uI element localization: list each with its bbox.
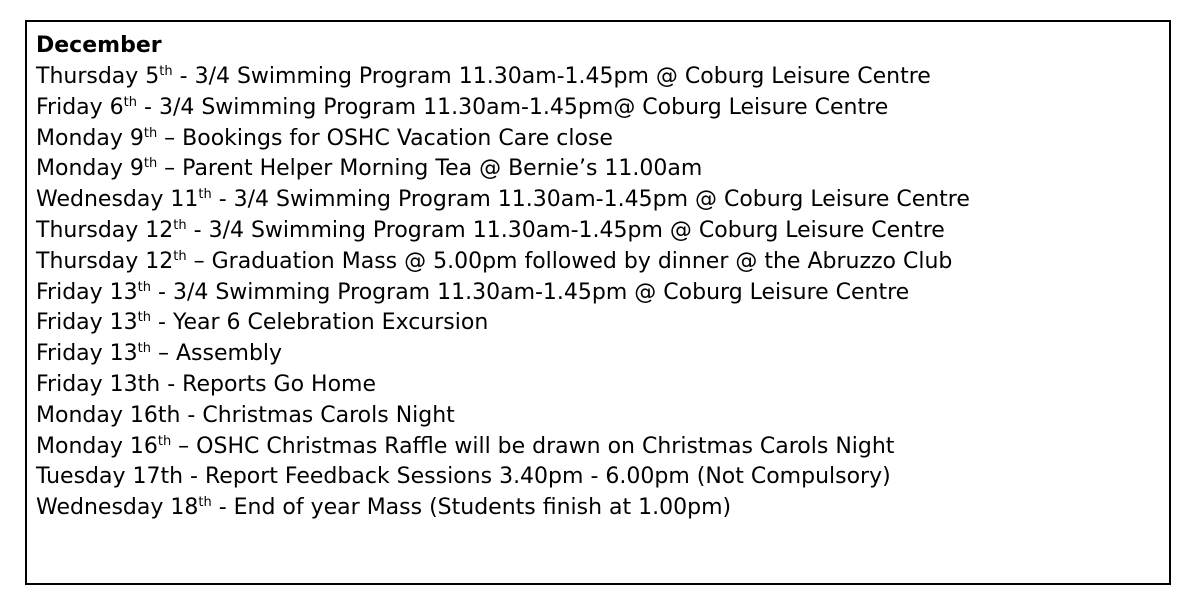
- event-day: Wednesday 11: [36, 187, 199, 213]
- ordinal-suffix: th: [198, 187, 212, 203]
- event-day: Friday 13: [36, 279, 138, 305]
- event-item: [36, 308, 970, 339]
- event-item: [36, 462, 970, 493]
- event-description: – Bookings for OSHC Vacation Care close: [157, 125, 613, 151]
- event-day: Monday 16: [36, 433, 158, 459]
- ordinal-suffix: th: [173, 248, 187, 264]
- event-item: [36, 93, 970, 124]
- event-description: - Report Feedback Sessions 3.40pm - 6.00pm (Not Compulsory): [183, 464, 891, 490]
- event-day: Monday 9: [36, 125, 144, 151]
- event-day: Friday 13th: [36, 371, 161, 397]
- event-day: Tuesday 17th: [36, 464, 184, 490]
- ordinal-suffix: th: [143, 125, 158, 141]
- event-item: [36, 62, 970, 93]
- event-description: - Year 6 Celebration Excursion: [151, 310, 489, 336]
- event-description: - 3/4 Swimming Program 11.30am-1.45pm @ Coburg Leisure Centre: [186, 217, 945, 243]
- event-item: [36, 185, 970, 216]
- event-item: [36, 216, 970, 247]
- event-description: – Parent Helper Morning Tea @ Bernie’s 11.00am: [157, 156, 703, 182]
- event-day: Monday 9: [36, 156, 144, 182]
- event-description: - Reports Go Home: [160, 371, 377, 397]
- month-heading: December: [36, 33, 162, 58]
- event-description: - 3/4 Swimming Program 11.30am-1.45pm @ Coburg Leisure Centre: [172, 64, 931, 89]
- ordinal-suffix: th: [123, 94, 138, 110]
- event-description: - 3/4 Swimming Program 11.30am-1.45pm@ Coburg Leisure Centre: [137, 94, 889, 120]
- calendar-box: [25, 20, 1171, 585]
- ordinal-suffix: th: [173, 217, 187, 233]
- event-item: [36, 278, 970, 309]
- event-description: – Graduation Mass @ 5.00pm followed by dinner @ the Abruzzo Club: [186, 248, 953, 274]
- event-description: - 3/4 Swimming Program 11.30am-1.45pm @ Coburg Leisure Centre: [151, 279, 910, 305]
- event-day: Friday 6: [36, 94, 124, 120]
- ordinal-suffix: th: [143, 156, 158, 172]
- event-description: – Assembly: [151, 341, 283, 367]
- event-day: Wednesday 18: [36, 495, 199, 521]
- event-description: – OSHC Christmas Raffle will be drawn on Christmas Carols Night: [171, 433, 895, 459]
- event-description: - End of year Mass (Students finish at 1.00pm): [211, 495, 732, 521]
- event-day: Thursday 12: [36, 217, 174, 243]
- event-list: [36, 62, 970, 524]
- event-item: [36, 247, 970, 278]
- event-item: [36, 339, 970, 370]
- ordinal-suffix: th: [137, 279, 152, 295]
- event-day: Monday 16th: [36, 402, 181, 428]
- ordinal-suffix: th: [137, 341, 152, 357]
- event-item: [36, 401, 970, 432]
- event-item: [36, 124, 970, 155]
- ordinal-suffix: th: [198, 495, 212, 511]
- event-description: - Christmas Carols Night: [180, 402, 455, 428]
- ordinal-suffix: th: [137, 310, 152, 326]
- event-item: [36, 493, 970, 524]
- event-item: [36, 154, 970, 185]
- event-day: Thursday 12: [36, 248, 174, 274]
- event-item: [36, 432, 970, 463]
- event-description: - 3/4 Swimming Program 11.30am-1.45pm @ Coburg Leisure Centre: [211, 187, 970, 213]
- event-day: Thursday 5: [36, 64, 160, 89]
- ordinal-suffix: th: [159, 64, 173, 79]
- ordinal-suffix: th: [157, 433, 172, 449]
- event-item: [36, 370, 970, 401]
- event-day: Friday 13: [36, 310, 138, 336]
- event-day: Friday 13: [36, 341, 138, 367]
